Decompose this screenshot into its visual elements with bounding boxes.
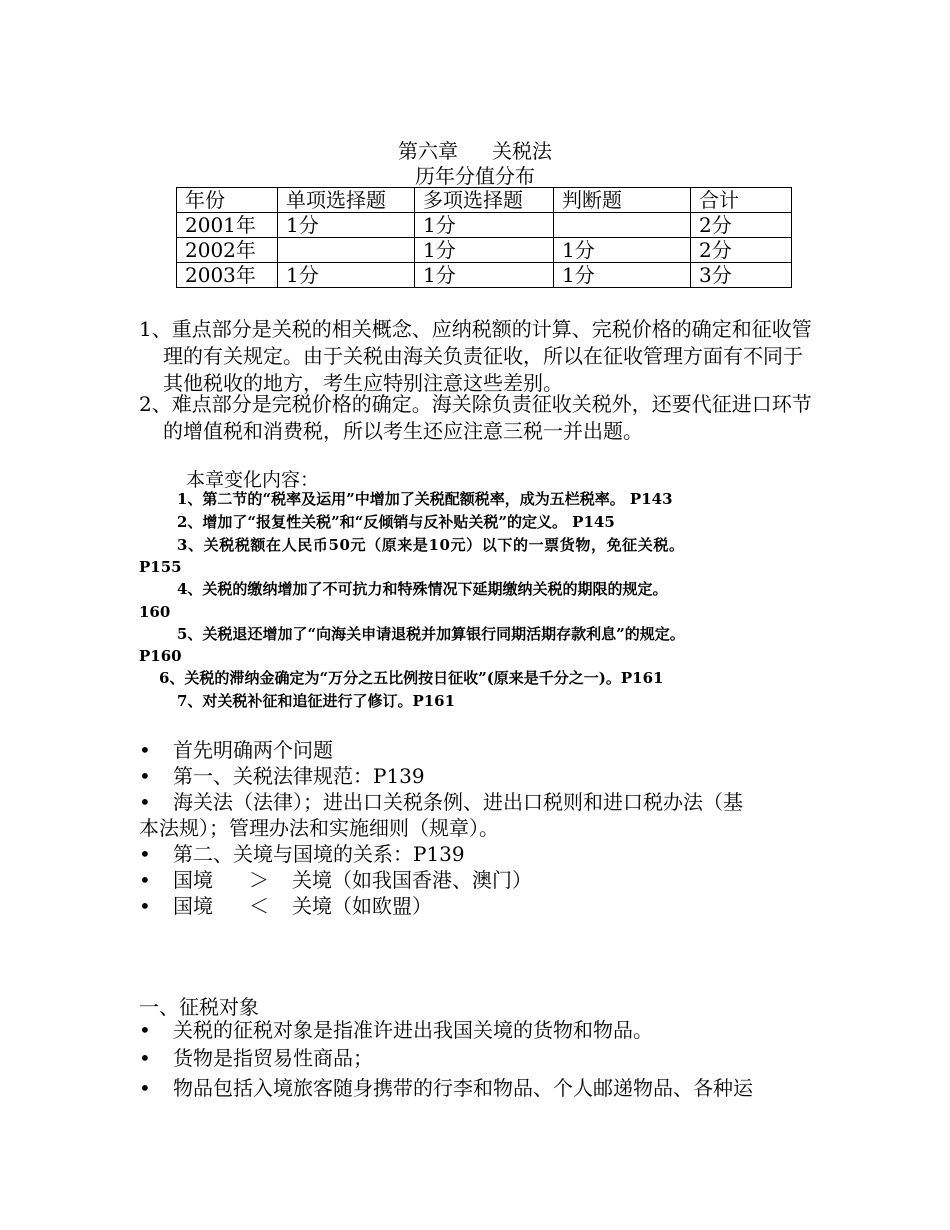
- bullet-item: [139, 1075, 829, 1101]
- less-than-symbol: ＜: [249, 894, 269, 918]
- bullet-marker: •: [139, 738, 151, 762]
- bullet-text: 第二、关境与国境的关系：P139: [173, 842, 465, 866]
- table-title: 历年分值分布: [415, 164, 535, 188]
- bullet-marker: •: [139, 894, 151, 918]
- table-cell: 2分: [691, 238, 792, 263]
- changes-heading: 本章变化内容：: [186, 469, 320, 491]
- table-cell: 1分: [415, 238, 554, 263]
- change-item-4-page: 160: [139, 603, 171, 621]
- bullet-text: 货物是指贸易性商品；: [173, 1046, 373, 1070]
- table-row: [177, 213, 792, 238]
- bullet-item: [139, 763, 829, 789]
- bullet-item: [139, 867, 829, 893]
- header-cell: 合计: [691, 188, 792, 213]
- bullet-item: [139, 1017, 829, 1043]
- chapter-name: 关税法: [492, 139, 552, 163]
- bullet-marker: •: [139, 842, 151, 866]
- chapter-title: [0, 139, 950, 163]
- key-point-text: 1、重点部分是关税的相关概念、应纳税额的计算、完税价格的确定和征收管理的有关规定。由于关税由海关负责征收，所以在征收管理方面有不同于其他税收的地方，考生应特别注意这些差别。: [139, 317, 812, 395]
- table-cell: 1分: [554, 263, 691, 288]
- chapter-number: 第六章: [398, 139, 458, 163]
- table-cell: [554, 213, 691, 238]
- table-cell: 2003年: [177, 263, 278, 288]
- bullet-marker: •: [139, 1018, 151, 1042]
- key-point-1: [139, 316, 819, 397]
- table-row: [177, 263, 792, 288]
- bullet-text: 第一、关税法律规范：P139: [173, 764, 425, 788]
- change-item-2: 2、增加了“报复性关税”和“反倾销与反补贴关税”的定义。 P145: [177, 513, 615, 531]
- table-cell: 1分: [415, 213, 554, 238]
- table-cell: 3分: [691, 263, 792, 288]
- bullet-item: [139, 789, 829, 815]
- header-cell: 单项选择题: [278, 188, 415, 213]
- bullet-item: [139, 1045, 829, 1071]
- bullet-marker: •: [139, 868, 151, 892]
- change-item-3: 3、关税税额在人民币50元（原来是10元）以下的一票货物，免征关税。: [177, 536, 685, 554]
- section-heading: 一、征税对象: [139, 995, 259, 1019]
- change-item-5-page: P160: [139, 647, 182, 665]
- bullet-marker: •: [139, 790, 151, 814]
- bullet-item: [139, 893, 829, 919]
- border-term: 国境: [173, 894, 213, 918]
- customs-territory-text: 关境（如我国香港、澳门）: [292, 868, 532, 892]
- change-item-3-page: P155: [139, 558, 182, 576]
- table-cell: [278, 238, 415, 263]
- greater-than-symbol: ＞: [249, 868, 269, 892]
- bullet-text: 物品包括入境旅客随身携带的行李和物品、个人邮递物品、各种运: [173, 1076, 753, 1100]
- change-item-5: 5、关税退还增加了“向海关申请退税并加算银行同期活期存款利息”的规定。: [177, 625, 685, 643]
- header-cell: 多项选择题: [415, 188, 554, 213]
- table-cell: 1分: [415, 263, 554, 288]
- key-point-text: 2、难点部分是完税价格的确定。海关除负责征收关税外，还要代征进口环节的增值税和消费税，所以考生还应注意三税一并出题。: [139, 392, 812, 443]
- table-cell: 1分: [554, 238, 691, 263]
- bullet-text: 海关法（法律）；进出口关税条例、进出口税则和进口税办法（基: [173, 790, 743, 814]
- change-item-4: 4、关税的缴纳增加了不可抗力和特殊情况下延期缴纳关税的期限的规定。: [177, 580, 668, 598]
- table-row: [177, 238, 792, 263]
- header-cell: 年份: [177, 188, 278, 213]
- key-point-2: [139, 391, 819, 445]
- bullet-marker: •: [139, 1046, 151, 1070]
- change-item-1: 1、第二节的“税率及运用”中增加了关税配额税率，成为五栏税率。 P143: [177, 490, 673, 508]
- bullet-text: 关税的征税对象是指准许进出我国关境的货物和物品。: [173, 1018, 653, 1042]
- score-distribution-table: [176, 187, 792, 288]
- bullet-continuation: 本法规）；管理办法和实施细则（规章）。: [139, 816, 499, 840]
- table-cell: 1分: [278, 263, 415, 288]
- header-cell: 判断题: [554, 188, 691, 213]
- table-cell: 2001年: [177, 213, 278, 238]
- bullet-text: 首先明确两个问题: [173, 738, 333, 762]
- customs-territory-text: 关境（如欧盟）: [292, 894, 432, 918]
- table-header-row: [177, 188, 792, 213]
- border-term: 国境: [173, 868, 213, 892]
- table-cell: 2002年: [177, 238, 278, 263]
- change-item-7: 7、对关税补征和追征进行了修订。P161: [177, 692, 456, 710]
- table-cell: 2分: [691, 213, 792, 238]
- table-cell: 1分: [278, 213, 415, 238]
- bullet-marker: •: [139, 1076, 151, 1100]
- bullet-item: [139, 737, 829, 763]
- change-item-6: 6、关税的滞纳金确定为“万分之五比例按日征收”(原来是千分之一)。P161: [159, 669, 664, 687]
- bullet-marker: •: [139, 764, 151, 788]
- bullet-item: [139, 841, 829, 867]
